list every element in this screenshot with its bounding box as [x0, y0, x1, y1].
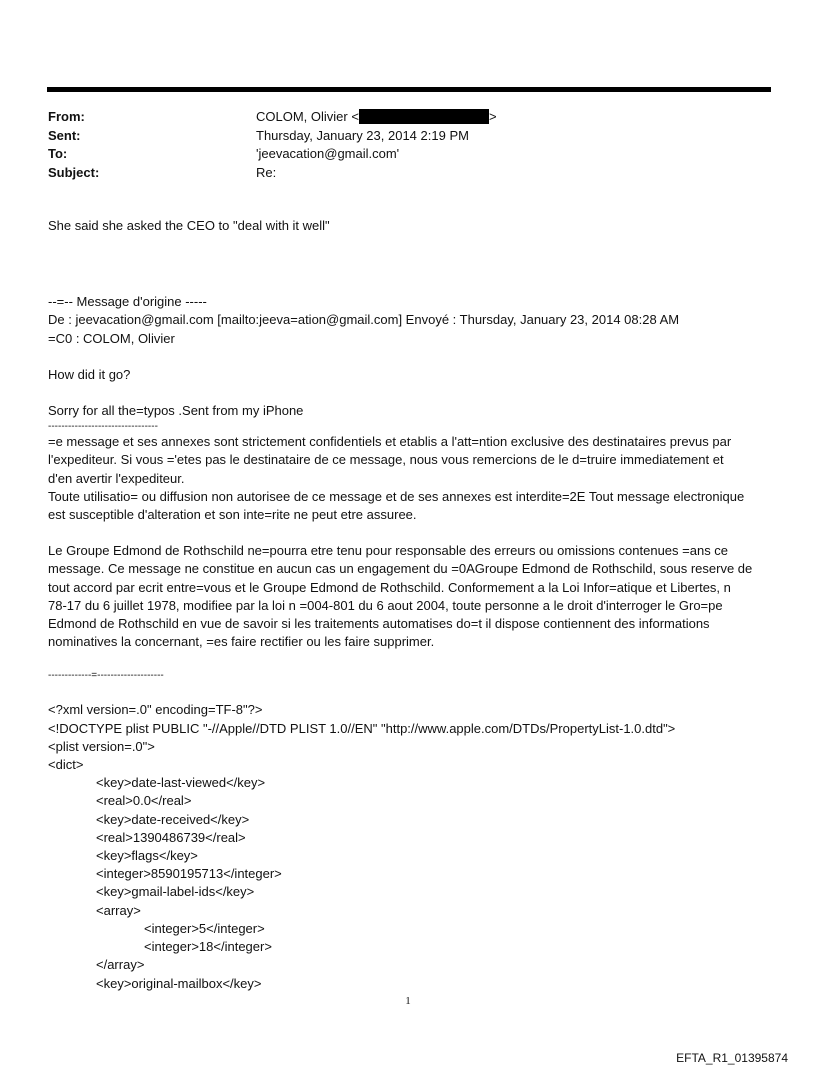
xml-line: <!DOCTYPE plist PUBLIC "-//Apple//DTD PLIST 1.0//EN" "http://www.apple.com/DTDs/PropertyList-1.0.dtd"> [48, 720, 676, 736]
sent-row [48, 127, 497, 146]
redaction-box [359, 109, 489, 124]
disclaimer-2-line-2: message. Ce message ne constitue en aucun cas un engagement du =0AGroupe Edmond de Rothschild, sous reserve de [48, 561, 753, 577]
original-to: =C0 : COLOM, Olivier [48, 330, 175, 346]
original-message-header: --=-- Message d'origine ----- [48, 294, 207, 310]
xml-line: <plist version=.0"> [48, 738, 155, 754]
from-row [48, 108, 497, 127]
subject-row [48, 164, 497, 183]
disclaimer-1-line-2: l'expediteur. Si vous ='etes pas le destinataire de ce message, nous vous remercions de le d=truire immediatement et [48, 452, 724, 468]
to-value: 'jeevacation@gmail.com' [256, 146, 400, 161]
reply-text: She said she asked the CEO to "deal with it well" [48, 218, 330, 233]
xml-line: <integer>18</integer> [144, 939, 272, 955]
original-from: De : jeevacation@gmail.com [mailto:jeeva=ation@gmail.com] Envoyé : Thursday, January 23, 2014 08:28 AM [48, 312, 680, 328]
xml-line: <array> [96, 902, 141, 918]
sent-value: Thursday, January 23, 2014 2:19 PM [256, 127, 469, 143]
disclaimer-2-line-1: Le Groupe Edmond de Rothschild ne=pourra etre tenu pour responsable des erreurs ou omissions contenues =ans ce [48, 543, 729, 559]
divider-1: --------------------------------- [48, 421, 158, 433]
from-value [256, 108, 497, 127]
bates-number: EFTA_R1_01395874 [676, 1051, 788, 1065]
header-rule [47, 87, 771, 92]
email-body [48, 217, 778, 993]
from-suffix: > [488, 109, 497, 124]
divider-2: -------------=-------------------- [48, 670, 164, 682]
disclaimer-1-line-1: =e message et ses annexes sont strictement confidentiels et etablis a l'att=ntion exclusive des destinataires prevus par [48, 434, 732, 450]
disclaimer-2-line-5: Edmond de Rothschild en vue de savoir si les traitements automatises do=t il dispose contiennent des informations [48, 616, 710, 632]
disclaimer-1-line-5: est susceptible d'alteration et son inte=rite ne peut etre assuree. [48, 507, 417, 523]
email-header [48, 108, 497, 182]
subject-value: Re: [256, 164, 277, 180]
xml-line: <key>date-received</key> [96, 811, 250, 827]
from-name: COLOM, Olivier < [256, 109, 359, 124]
typos-text: Sorry for all the=typos .Sent from my iPhone [48, 403, 304, 419]
from-label: From: [48, 109, 85, 124]
to-row [48, 145, 497, 164]
disclaimer-1-line-3: d'en avertir l'expediteur. [48, 470, 185, 486]
to-label: To: [48, 146, 68, 161]
xml-line: <key>date-last-viewed</key> [96, 775, 266, 791]
xml-line: </array> [96, 957, 145, 973]
xml-line: <real>0.0</real> [96, 793, 192, 809]
xml-line: <?xml version=.0" encoding=TF-8"?> [48, 702, 263, 718]
xml-line: <real>1390486739</real> [96, 829, 246, 845]
disclaimer-2-line-6: nominatives la concernant, =es faire rectifier ou les faire supprimer. [48, 634, 435, 650]
disclaimer-1-line-4: Toute utilisatio= ou diffusion non autorisee de ce message et de ses annexes est interdite=2E Tout message electronique [48, 488, 745, 504]
sent-label: Sent: [48, 127, 81, 143]
disclaimer-2-line-4: 78-17 du 6 juillet 1978, modifiee par la loi n =004-801 du 6 aout 2004, toute personne a le droit d'interroger le Gro=pe [48, 597, 723, 613]
question-text: How did it go? [48, 366, 131, 382]
xml-line: <integer>8590195713</integer> [96, 866, 282, 882]
page-number: 1 [405, 995, 411, 1007]
xml-line: <integer>5</integer> [144, 920, 265, 936]
xml-line: <key>gmail-label-ids</key> [96, 884, 255, 900]
xml-line: <dict> [48, 757, 84, 773]
subject-label: Subject: [48, 164, 100, 180]
xml-line: <key>flags</key> [96, 848, 198, 864]
disclaimer-2-line-3: tout accord par ecrit entre=vous et le Groupe Edmond de Rothschild. Conformement a la Loi Infor=atique et Libertes, n [48, 579, 731, 595]
xml-line: <key>original-mailbox</key> [96, 975, 262, 991]
